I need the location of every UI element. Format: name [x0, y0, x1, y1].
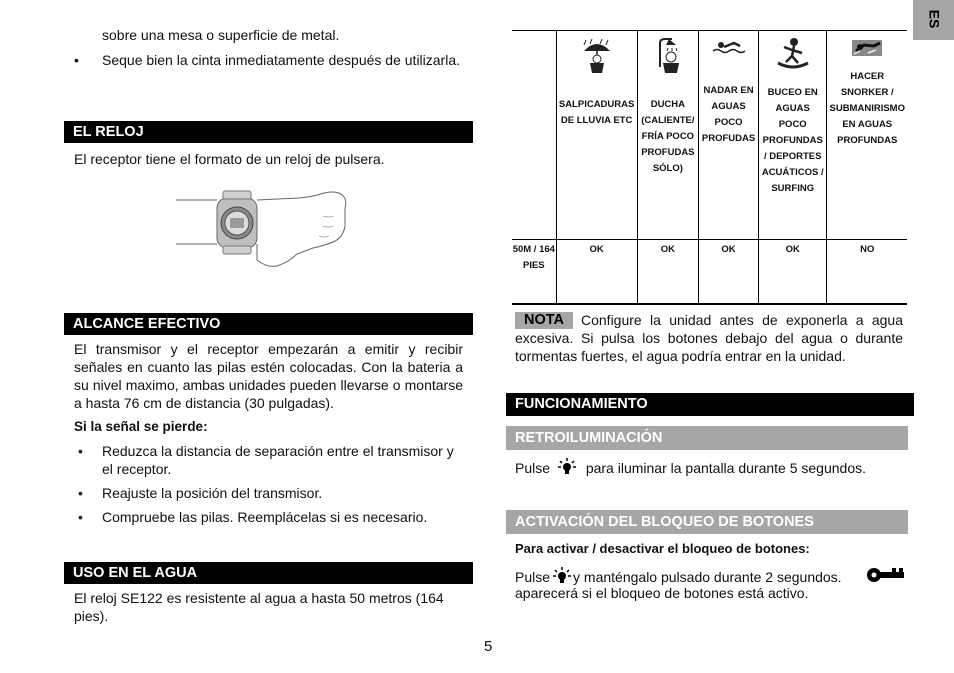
reloj-text: El receptor tiene el formato de un reloj de pulsera. [74, 151, 385, 167]
table-column-header [827, 31, 907, 240]
table-column-header [637, 31, 699, 240]
table-row [512, 240, 907, 305]
column-label: BUCEO EN AGUAS POCO PROFUNDAS / DEPORTES ACUÁTICOS / SURFING [761, 87, 824, 194]
swimmer-icon [712, 37, 746, 57]
shower-icon [654, 37, 682, 73]
column-label: SALPICADURAS DE LLUVIA ETC [558, 99, 635, 126]
table-column-header [699, 31, 759, 240]
table-column-header [758, 31, 827, 240]
bloqueo-subheading: Para activar / desactivar el bloqueo de botones: [515, 541, 810, 556]
table-cell: OK [699, 240, 759, 305]
bloqueo-line2: aparecerá si el bloqueo de botones está activo. [515, 585, 809, 601]
language-tab-label: ES [926, 9, 943, 29]
table-cell: OK [637, 240, 699, 305]
retro-post-text: para iluminar la pantalla durante 5 segundos. [585, 460, 866, 476]
bloqueo-post-text: y manténgalo pulsado durante 2 segundos. [573, 569, 842, 585]
section-heading-agua: USO EN EL AGUA [64, 562, 473, 584]
table-cell: NO [827, 240, 907, 305]
intro-continuation: sobre una mesa o superficie de metal. [102, 27, 340, 43]
section-heading-retroiluminacion: RETROILUMINACIÓN [506, 426, 908, 450]
light-icon [553, 566, 571, 584]
rain-umbrella-icon [580, 37, 614, 73]
column-label: NADAR EN AGUAS POCO PROFUDAS [701, 85, 756, 144]
alcance-text: El transmisor y el receptor empezarán a emitir y recibir señales en cuanto las pilas estén colocadas. Con la bateria a su nivel maximo, ambas unidades pueden llevarse o montarse a hasta 76 cm de distancia (30 pulgadas). [74, 341, 463, 411]
table-corner-cell [512, 31, 556, 240]
table-column-header [556, 31, 637, 240]
retro-pre-text: Pulse [515, 460, 551, 476]
section-heading-alcance: ALCANCE EFECTIVO [64, 313, 473, 335]
light-icon [558, 457, 576, 475]
table-header-row [512, 31, 907, 240]
section-heading-bloqueo: ACTIVACIÓN DEL BLOQUEO DE BOTONES [506, 510, 908, 534]
alcance-subheading: Si la señal se pierde: [74, 419, 208, 434]
diver-icon [850, 37, 884, 59]
language-tab [913, 0, 954, 40]
agua-text: El reloj SE122 es resistente al agua a hasta 50 metros (164 pies). [74, 590, 444, 624]
page-number: 5 [484, 638, 493, 655]
note-badge: NOTA [515, 312, 573, 329]
water-resistance-table [512, 30, 907, 305]
table-cell: OK [556, 240, 637, 305]
table-cell: OK [758, 240, 827, 305]
retro-instruction [515, 457, 905, 477]
bloqueo-instruction [515, 566, 905, 586]
column-label: HACER SNORKER / SUBMANIRISMO EN AGUAS PROFUNDAS [829, 71, 905, 146]
surfer-icon [776, 37, 810, 71]
bloqueo-pre-text: Pulse [515, 569, 551, 585]
wristwatch-illustration [173, 186, 353, 270]
note-text: Configure la unidad antes de exponerla a agua excesiva. Si pulsa los botones debajo del agua o durante tormentas fuertes, el agua podría entrar en la unidad. [515, 312, 903, 364]
section-heading-reloj: EL RELOJ [64, 121, 473, 143]
table-row-label: 50M / 164 PIES [512, 240, 556, 305]
key-lock-icon [866, 566, 906, 584]
column-label: DUCHA (CALIENTE/ FRÍA POCO PROFUDAS SÓLO) [641, 99, 695, 174]
section-heading-funcionamiento: FUNCIONAMIENTO [506, 393, 914, 416]
